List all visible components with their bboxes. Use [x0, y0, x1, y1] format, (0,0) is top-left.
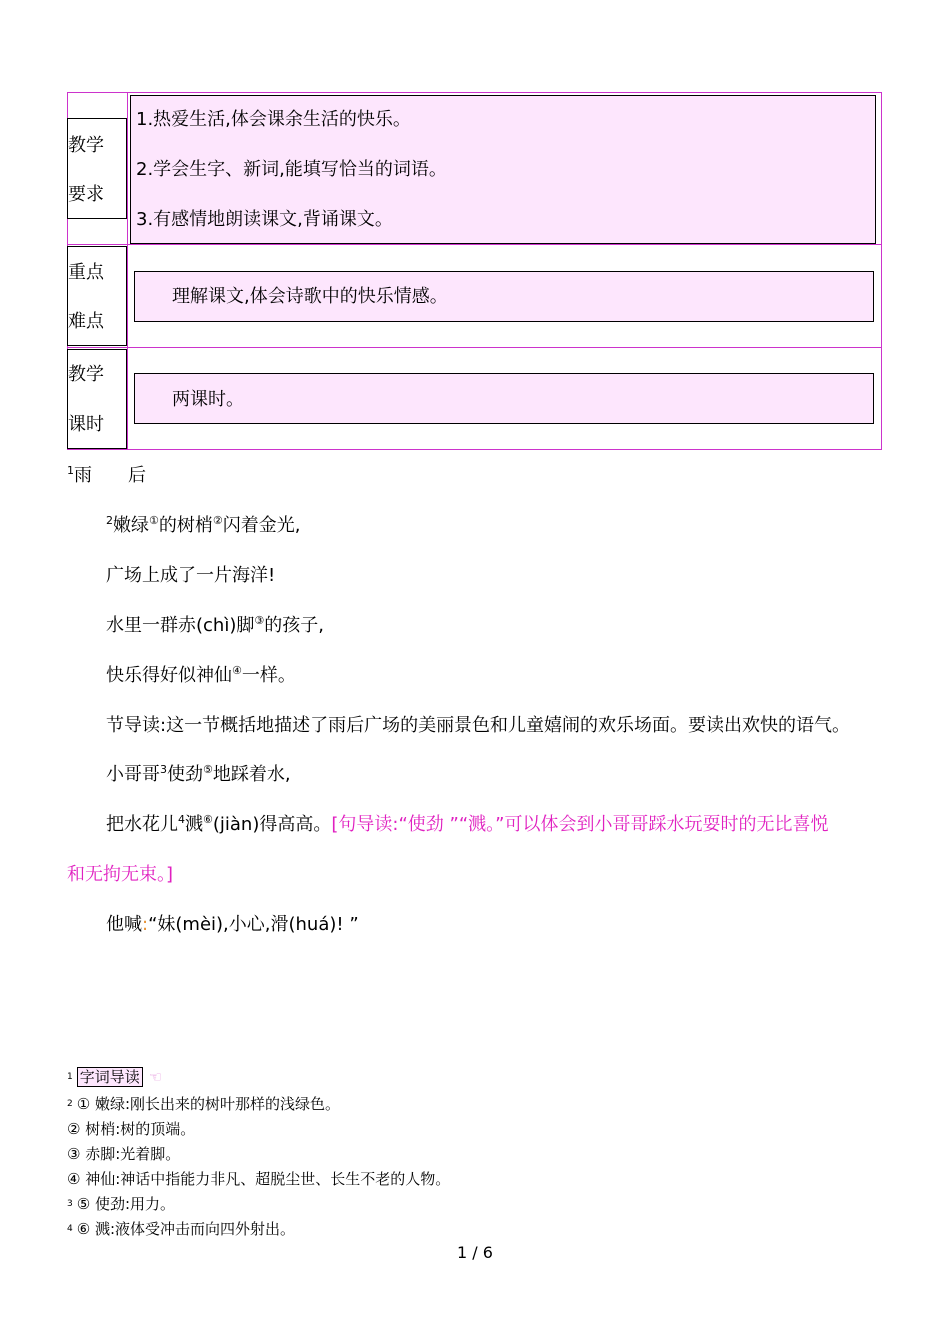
poem-line: 快乐得好似神仙④一样。 — [106, 664, 296, 686]
row-label: 重点 — [68, 262, 104, 283]
poem-line: 广场上成了一片海洋! — [106, 565, 276, 586]
focus-text: 理解课文,体会诗歌中的快乐情感。 — [172, 286, 448, 307]
row-label: 难点 — [68, 311, 104, 332]
sentence-guide: [句导读:“使劲 ”“溅。”可以体会到小哥哥踩水玩耍时的无比喜悦 — [331, 814, 829, 835]
footnote: $^2$ ① 嫩绿:刚长出来的树叶那样的浅绿色。 — [67, 1095, 341, 1113]
row-label: 教学 — [68, 364, 104, 385]
hours-text: 两课时。 — [172, 389, 244, 410]
table-divider — [67, 347, 882, 348]
row-label: 课时 — [68, 414, 104, 435]
row-label: 教学 — [68, 135, 104, 156]
objective-item: 1.热爱生活,体会课余生活的快乐。 — [136, 109, 411, 130]
poem-line: 他喊:“妹(mèi),小心,滑(huá)! ” — [106, 914, 359, 935]
footnote: $^4$ ⑥ 溅:液体受冲击而向四外射出。 — [67, 1220, 296, 1238]
pointing-hand-icon: ☜ — [148, 1068, 163, 1086]
table-divider — [67, 244, 882, 245]
section-guide: 节导读:这一节概括地描述了雨后广场的美丽景色和儿童嬉闹的欢乐场面。要读出欢快的语气。 — [106, 715, 851, 736]
footnote: ④ 神仙:神话中指能力非凡、超脱尘世、长生不老的人物。 — [67, 1170, 451, 1188]
hours-cell — [134, 373, 874, 424]
objective-item: 3.有感情地朗读课文,背诵课文。 — [136, 209, 393, 230]
row-label: 要求 — [68, 184, 104, 205]
sentence-guide-cont: 和无拘无束。] — [67, 864, 174, 885]
poem-line: 水里一群赤(chì)脚③的孩子, — [106, 614, 324, 636]
table-divider — [127, 92, 128, 450]
poem-title: $^1$雨 后 — [67, 464, 146, 486]
poem-line: $^2$嫩绿①的树梢②闪着金光, — [106, 514, 301, 536]
poem-line: 把水花儿$^4$溅⑥(jiàn)得高高。[句导读:“使劲 ”“溅。”可以体会到小哥哥踩水玩耍时的无比喜悦 — [106, 813, 829, 835]
page-number: 1 / 6 — [457, 1243, 493, 1262]
poem-line: 小哥哥$^3$使劲⑤地踩着水, — [106, 763, 291, 785]
footnote: $^3$ ⑤ 使劲:用力。 — [67, 1195, 176, 1213]
footnote: ② 树梢:树的顶端。 — [67, 1120, 196, 1138]
objective-item: 2.学会生字、新词,能填写恰当的词语。 — [136, 159, 447, 180]
footnote-header: $^1$ 字词导读 ☜ — [67, 1068, 163, 1086]
footnote: ③ 赤脚:光着脚。 — [67, 1145, 181, 1163]
